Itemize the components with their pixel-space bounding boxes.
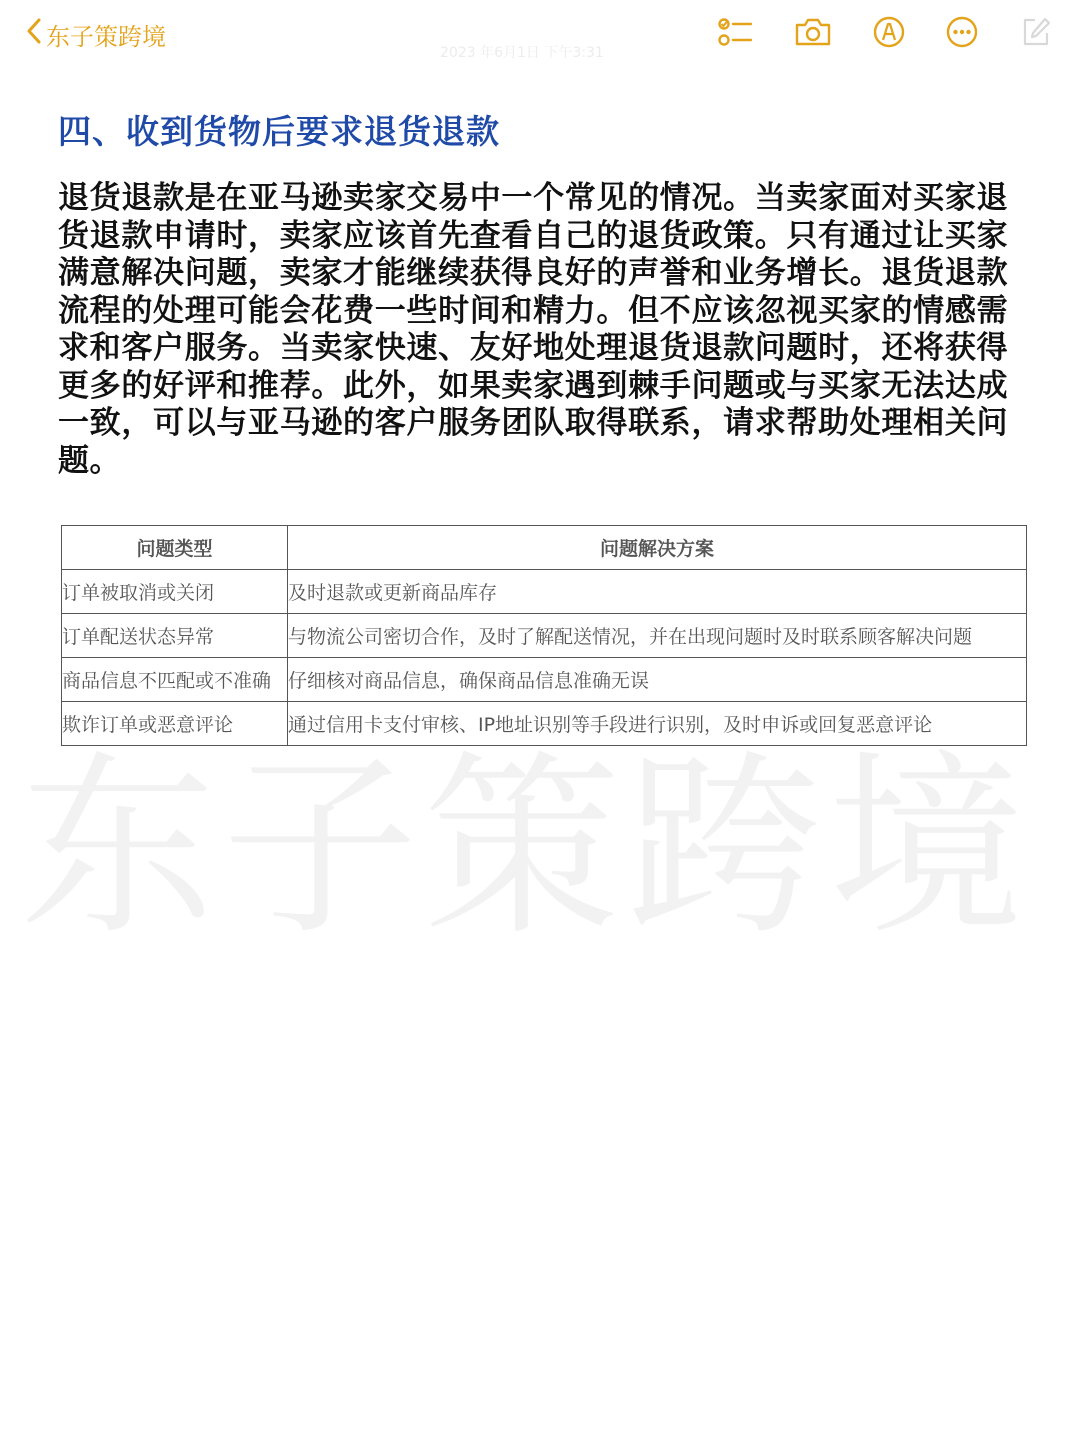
issue-type-cell: 商品信息不匹配或不准确 [62,658,288,702]
issue-type-cell: 订单被取消或关闭 [62,570,288,614]
note-date: 2023 年6月1日 下午3:31 [440,45,604,61]
issues-table [61,525,1027,746]
issue-type-cell: 欺诈订单或恶意评论 [62,702,288,746]
camera-button[interactable] [793,14,833,54]
checklist-icon [718,16,754,52]
table-row [62,614,1027,658]
more-icon [945,15,979,53]
back-button-label: 东子策跨境 [46,22,166,51]
markup-button[interactable] [869,14,909,54]
solution-cell: 仔细核对商品信息，确保商品信息准确无误 [288,658,1027,702]
chevron-left-icon [26,18,46,50]
solution-cell: 通过信用卡支付审核、IP地址识别等手段进行识别，及时申诉或回复恶意评论 [288,702,1027,746]
table-row [62,570,1027,614]
camera-icon [794,17,832,51]
header-solution: 问题解决方案 [288,526,1027,570]
watermark: 东子策跨境 [20,734,1031,962]
checklist-button[interactable] [716,14,756,54]
body-paragraph: 退货退款是在亚马逊卖家交易中一个常见的情况。当卖家面对买家退货退款申请时，卖家应该首先查看自己的退货政策。只有通过让买家满意解决问题，卖家才能继续获得良好的声誉和业务增长。退货退款流程的处理可能会花费一些时间和精力。但不应该忽视买家的情感需求和客户服务。当卖家快速、友好地处理退货退款问题时，还将获得更多的好评和推荐。此外，如果卖家遇到棘手问题或与买家无法达成一致，可以与亚马逊的客户服务团队取得联系，请求帮助处理相关问题。 [58,180,1008,479]
table-row [62,658,1027,702]
issue-type-cell: 订单配送状态异常 [62,614,288,658]
table-header-row [62,526,1027,570]
table-row [62,702,1027,746]
solution-cell: 与物流公司密切合作，及时了解配送情况，并在出现问题时及时联系顾客解决问题 [288,614,1027,658]
issues-table-container [61,525,1026,746]
top-navigation-bar [0,0,1080,70]
compose-icon [1020,16,1052,52]
solution-cell: 及时退款或更新商品库存 [288,570,1027,614]
back-button[interactable] [26,16,166,52]
markup-pen-icon [872,15,906,53]
header-issue-type: 问题类型 [62,526,288,570]
section-heading: 四、收到货物后要求退货退款 [58,112,500,151]
more-button[interactable] [942,14,982,54]
compose-button[interactable] [1016,14,1056,54]
